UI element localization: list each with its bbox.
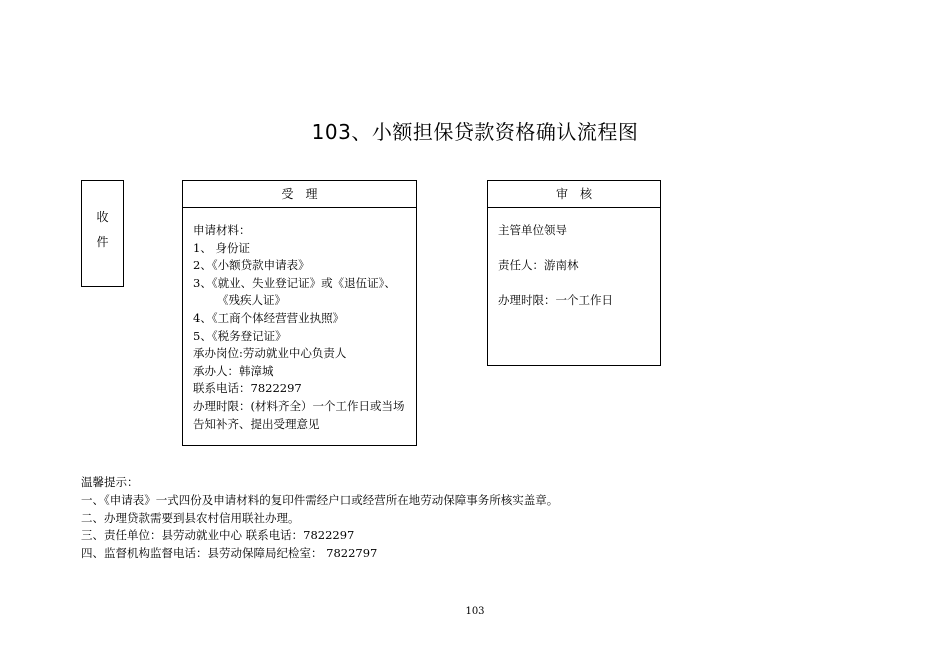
material-item-3: 3、《就业、失业登记证》或《退伍证》、 (193, 275, 396, 290)
material-item-4: 4、《工商个体经营营业执照》 (193, 310, 345, 325)
review-unit: 主管单位领导 (498, 223, 567, 237)
tips-section (81, 474, 558, 563)
collect-label-char-1: 收 (96, 210, 109, 224)
tip-item-1: 一、《申请表》一式四份及申请材料的复印件需经户口或经营所在地劳动保障事务所核实盖章。 (81, 492, 559, 507)
page-number: 103 (465, 606, 485, 617)
review-person: 责任人：游南林 (498, 258, 579, 273)
review-deadline: 办理时限：一个工作日 (498, 293, 613, 308)
handling-post: 承办岗位:劳动就业中心负责人 (193, 346, 347, 361)
review-header: 审 核 (488, 181, 660, 208)
accept-header: 受 理 (183, 181, 416, 208)
collect-box (81, 180, 124, 287)
handler: 承办人：韩漳城 (193, 363, 274, 378)
time-limit-cont: 告知补齐、提出受理意见 (193, 416, 320, 431)
tip-item-3: 三、责任单位：县劳动就业中心 联系电话：7822297 (81, 528, 355, 543)
material-item-5: 5、《税务登记证》 (193, 328, 287, 343)
tip-item-2: 二、办理贷款需要到县农村信用联社办理。 (81, 510, 300, 525)
contact-phone: 联系电话：7822297 (193, 381, 302, 396)
material-item-3-cont: 《残疾人证》 (217, 293, 286, 308)
tip-item-4: 四、监督机构监督电话：县劳动保障局纪检室： 7822797 (81, 546, 378, 561)
time-limit: 办理时限：(材料齐全）一个工作日或当场 (193, 398, 405, 413)
tips-heading: 温馨提示： (81, 475, 139, 489)
page-title: 103、小额担保贷款资格确认流程图 (311, 120, 639, 144)
material-item-1: 1、 身份证 (193, 240, 250, 255)
material-item-2: 2、《小额贷款申请表》 (193, 258, 310, 273)
collect-label-char-2: 件 (96, 235, 109, 249)
accept-body (183, 208, 416, 433)
materials-heading: 申请材料： (193, 223, 251, 237)
review-body (488, 208, 660, 310)
accept-box (182, 180, 417, 446)
review-box (487, 180, 661, 366)
